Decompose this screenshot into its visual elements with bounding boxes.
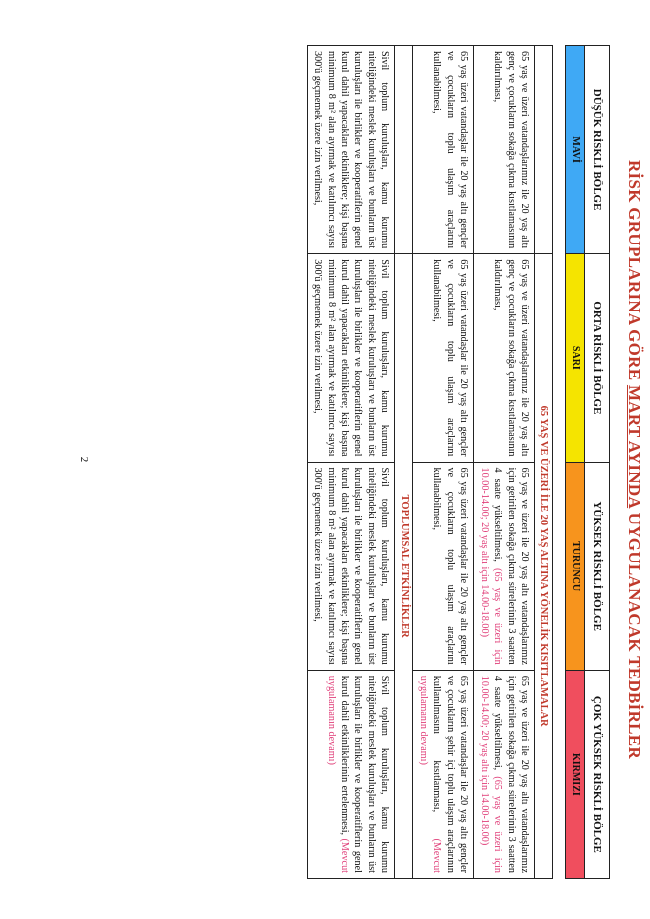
table-cell: 65 yaş üzeri vatandaşlar ile 20 yaş altı gençler ve çocukların toplu ulaşım araçlarını kullanabilmesi, xyxy=(413,46,474,254)
table-row xyxy=(413,46,474,879)
page-title xyxy=(624,0,644,919)
color-red: KIRMIZI xyxy=(566,670,585,878)
title-underlined: MART AYINDA xyxy=(625,384,644,509)
table-cell: 65 yaş ve üzeri ile 20 yaş altı vatandaşlarımız için getirilen sokağa çıkma sürelerinin 3 saatten 4 saate yükseltilmesi, (65 yaş ve üzeri için 10.00-14.00; 20 yaş altı için 14.00-18.00) xyxy=(474,462,535,670)
section-title-social-events: TOPLUMSAL ETKİNLİKLER xyxy=(395,254,413,879)
table-row xyxy=(474,46,535,879)
section-blank-cell xyxy=(395,46,413,254)
header-high-risk: YÜKSEK RİSKLİ BÖLGE xyxy=(585,462,610,670)
table-cell: 65 yaş üzeri vatandaşlar ile 20 yaş altı gençler ve çocukların toplu ulaşım araçlarını kullanabilmesi, xyxy=(413,462,474,670)
table-cell: 65 yaş ve üzeri vatandaşlarımız ile 20 yaş altı genç ve çocukların sokağa çıkma kısıtlamasının kaldırılması, xyxy=(474,46,535,254)
table-cell: 65 yaş ve üzeri ile 20 yaş altı vatandaşlarımız için getirilen sokağa çıkma sürelerinin 3 saatten 4 saate yükseltilmesi, (65 yaş ve üzeri için 10.00-14.00; 20 yaş altı için 14.00-18.00) xyxy=(474,670,535,878)
section-blank-cell xyxy=(535,46,553,254)
color-orange: TURUNCU xyxy=(566,462,585,670)
header-row xyxy=(585,46,610,879)
section-title-row xyxy=(535,46,553,879)
table-cell: Sivil toplum kuruluşları, kamu kurumu niteliğindeki meslek kuruluşları ve bunların üst kuruluşları ile birlikler ve kooperatiflerin genel kurul dahil yapacakları etkinliklere; kişi başına minimum 8 m² alan ayırmak ve katılımcı sayısı 300'ü geçmemek üzere izin verilmesi, xyxy=(307,46,395,254)
header-low-risk: DÜŞÜK RİSKLİ BÖLGE xyxy=(585,46,610,254)
section-title-age-restrictions: 65 YAŞ VE ÜZERİ İLE 20 YAŞ ALTINA YÖNELİK KISITLAMALAR xyxy=(535,254,553,879)
color-row xyxy=(566,46,585,879)
table-cell: Sivil toplum kuruluşları, kamu kurumu niteliğindeki meslek kuruluşları ve bunların üst kuruluşları ile birlikler ve kooperatiflerin genel kurul dahil yapacakları etkinliklere; kişi başına minimum 8 m² alan ayırmak ve katılımcı sayısı 300'ü geçmemek üzere izin verilmesi, xyxy=(307,254,395,462)
table-cell: 65 yaş ve üzeri vatandaşlarımız ile 20 yaş altı genç ve çocukların sokağa çıkma kısıtlamasının kaldırılması, xyxy=(474,254,535,462)
table-cell: 65 yaş üzeri vatandaşlar ile 20 yaş altı gençler ve çocukların şehir içi toplu ulaşım araçlarının kullanılmasını kısıtlanması, (Mevcut uygulamanın devamı) xyxy=(413,670,474,878)
page-number: 2 xyxy=(78,456,90,463)
spacer xyxy=(553,46,566,879)
measures-table xyxy=(307,45,610,879)
table-row xyxy=(307,46,395,879)
section-title-row xyxy=(395,46,413,879)
color-yellow: SARI xyxy=(566,254,585,462)
color-blue: MAVİ xyxy=(566,46,585,254)
header-very-high-risk: ÇOK YÜKSEK RİSKLİ BÖLGE xyxy=(585,670,610,878)
spacer-row xyxy=(553,46,566,879)
title-prefix: RİSK GRUPLARINA GÖRE xyxy=(625,159,644,385)
table-cell: Sivil toplum kuruluşları, kamu kurumu niteliğindeki meslek kuruluşları ve bunların üst kuruluşları ile birlikler ve kooperatiflerin genel kurul dahil yapacakları etkinliklere; kişi başına minimum 8 m² alan ayırmak ve katılımcı sayısı 300'ü geçmemek üzere izin verilmesi, xyxy=(307,462,395,670)
table-cell: 65 yaş üzeri vatandaşlar ile 20 yaş altı gençler ve çocukların toplu ulaşım araçlarını kullanabilmesi, xyxy=(413,254,474,462)
title-suffix: UYGULANACAK TEDBİRLER xyxy=(625,508,644,760)
header-medium-risk: ORTA RİSKLİ BÖLGE xyxy=(585,254,610,462)
table-cell: Sivil toplum kuruluşları, kamu kurumu niteliğindeki meslek kuruluşları ve bunların üst kuruluşları ile birlikler ve kooperatiflerin genel kurul dahil etkinliklerinin ertelenmesi, (Mevcut uygulamanın devamı) xyxy=(307,670,395,878)
